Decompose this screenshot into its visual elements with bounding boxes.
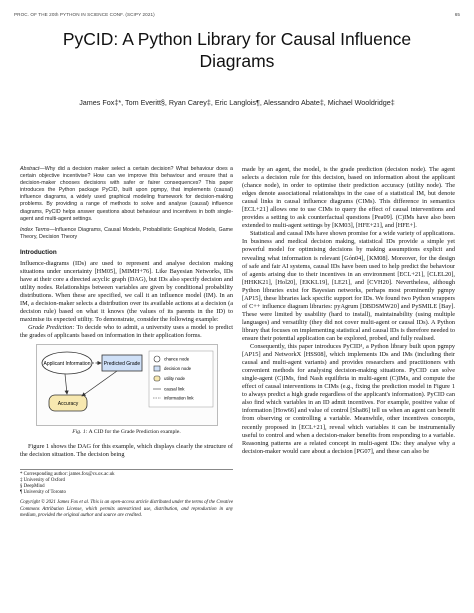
cid-diagram	[37, 345, 217, 425]
right-paragraph-3: Consequently, this paper introduces PyCID¹, a Python library built upon pgmpy [AP15] and NetworkX [HSS08], which implements IDs and IMs (including their causal and multi-agent variants) and provides researchers and practitioners with convenient methods for analysing decision-making situations. PyCID can solve single-agent (C)IMs, find Nash equilibria in multi-agent (C)IMs, and compute the effect of causal interventions in CIMs (e.g., fixing the prediction model in Figure 1 to always predict a high grade regardless of the applicant's information). PyCID can also find which variables in an ID admit incentives. For example, positive value of information [How66] and value of control [Sha86] tell us when an agent can benefit from observing or controlling a variable. Meanwhile, other incentives concepts, recently proposed in [ECL+21], reveal which variables it can be instrumentally useful to control and when a decision-maker benefits from responding to a variable. Reasoning patterns are a related concept in multi-agent IDs: they analyse why a decision-maker would care about a decision [PG07], and these can also be	[242, 343, 455, 455]
legend-chance: chance node	[163, 356, 189, 362]
figure-caption	[20, 428, 233, 436]
footnote-toronto: ¶ University of Toronto	[20, 490, 66, 496]
abstract-text: Why did a decision maker select a certain decision? What behaviour does a certain objective incentivise? How can we improve this behaviour and ensure that a decision-maker chooses decisions with safer or fairer consequences? This paper introduces the Python package PyCID, built upon pgmpy, that implements (causal) influence diagrams, a widely used graphical modeling framework for decision-making problems. By providing a range of methods to solve and analyse (causal) influence diagrams, PyCID helps answer questions about behaviour and incentives in both single-agent and multi-agent settings.	[20, 166, 233, 222]
figure-caption-text: A CID for the Grade Prediction example.	[87, 429, 181, 436]
figure-caption-lead: Fig. 1:	[72, 429, 88, 436]
paper-title-line1: PyCID: A Python Library for Causal Influence	[62, 29, 412, 49]
causal-link-2	[82, 371, 117, 396]
footnotes	[20, 469, 233, 497]
legend-info: information link	[163, 395, 194, 401]
legend-causal: causal link	[163, 386, 184, 392]
intro-paragraph-2	[20, 324, 233, 340]
right-column	[242, 166, 455, 456]
right-paragraph-1: made by an agent, the model, is the grade prediction (decision node). The agent selects a decision rule for this decision, based on information about the applicant (chance node), in order to optimise their prediction accuracy (utility node). The edges denote associational relationships in the case of a statistical IM, but denote causal links in causal influence diagrams (CIMs). This difference in semantics [ECL+21] allows one to use CIMs to query the effect of causal interventions and provides a setting to ask counterfactual questions [Pea09]. (C)IMs have also been extended to multi-agent settings by [KM03], [HFE+21], and [HFE+].	[242, 166, 455, 230]
grade-prediction-text: To decide who to admit, a university uses a model to predict the grades of applicants based on information in their application forms.	[20, 324, 233, 340]
running-head	[14, 12, 460, 17]
index-terms-text: Influence Diagrams, Causal Models, Probabilistic Graphical Models, Game Theory, Decision Theory	[20, 226, 234, 240]
legend-decision: decision node	[163, 366, 191, 372]
left-column	[20, 166, 233, 519]
figure-1	[36, 344, 218, 426]
applicant-node-label: Applicant Information	[43, 361, 90, 368]
paper-title	[0, 28, 474, 72]
causal-link-1	[65, 374, 67, 394]
footnote-corresponding: * Corresponding author: james.fox@cs.ox.ac.uk	[20, 471, 115, 477]
section-heading-introduction: Introduction	[20, 248, 57, 256]
abstract	[20, 166, 233, 223]
accuracy-label: Accuracy	[57, 401, 78, 408]
footnote-oxford: ‡ University of Oxford	[20, 477, 65, 483]
index-terms	[20, 227, 233, 241]
page-number: 65	[454, 12, 460, 17]
footnote-deepmind: § DeepMind	[20, 484, 45, 489]
author-list: James Fox‡*, Tom Everitt§, Ryan Carey‡, Eric Langlois¶, Alessandro Abate‡, Michael Wooldridge‡	[79, 98, 395, 107]
after-figure-paragraph: Figure 1 shows the DAG for this example, which displays clearly the structure of the decision situation. The decision being	[20, 442, 233, 458]
predicted-grade-label: Predicted Grade	[103, 361, 140, 368]
intro-paragraph-1: Influence-diagrams (IDs) are used to represent and analyse decision making situations under uncertainty [HM05], [MIMH+76]. Like Bayesian Networks, IDs have at their core a directed acyclic graph (DAG), but IDs also specify decision and utility nodes. Relationships between variables are given by conditional probability distributions. When these are specified, we call it an influence model (IM). In an IM, a decision-maker selects a distribution over its available actions at a decision (a decision rule) based on what it knows (the values of its parents in the ID) to maximise its expected utility. To demonstrate, consider the following example:	[20, 259, 233, 324]
figure-legend	[149, 351, 213, 407]
paper-title-line2: Diagrams	[199, 51, 275, 71]
running-head-left: PROC. OF THE 20th PYTHON IN SCIENCE CONF. (SCIPY 2021)	[14, 12, 155, 17]
right-paragraph-2: Statistical and causal IMs have shown promise for a wide variety of applications. In business and medical decision making, statistical IDs provide a simple yet powerful model for optimising decisions by making assumptions explicit and revealing what information is relevant [Gón04], [KM08]. Moreover, for the design of safe and fair AI systems, causal IDs have been used to help predict the behaviour of agents arising due to their incentives in an environment [ECL+21], [CLEL20], [HHKK21], [Hol20], [EKKL19], [LE21], and [CVH20]. Nevertheless, although Python libraries exist for Bayesian networks, perhaps most prominently pgmpy [AP15], these libraries lack specific support for IDs. We found two Python wrappers of C++ influence diagram libraries: pyAgrum [DBDSMW20] and PySMILE [Bay]. These were limited by usability (hard to install), maintainability (using multiple languages) and versatility (they did not cover multi-agent or causal IDs). A Python library that focuses on implementing statistical and causal IDs is therefore needed to ensure their potential application can be explored, probed, and fully realised.	[242, 230, 455, 342]
abstract-lead: Abstract—	[20, 166, 45, 172]
copyright-notice: Copyright © 2021 James Fox et al. This is an open-access article distributed under the terms of the Creative Commons Attribution License, which permits unrestricted use, distribution, and reproduction in any medium, provided the original author and source are credited.	[20, 500, 233, 518]
grade-prediction-lead: Grade Prediction:	[28, 324, 75, 332]
index-terms-lead: Index Terms—	[20, 226, 55, 233]
legend-utility: utility node	[163, 376, 185, 382]
